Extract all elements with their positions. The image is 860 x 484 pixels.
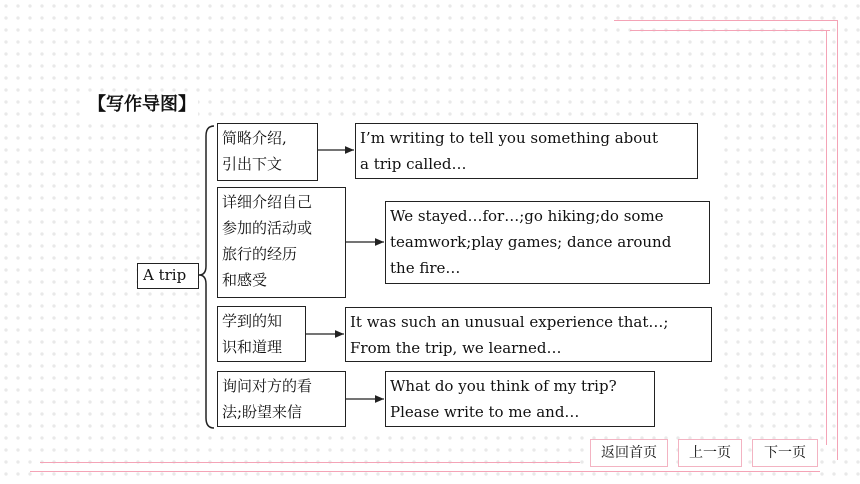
detail-box-4	[385, 371, 655, 427]
next-page-button[interactable]: 下一页	[752, 439, 818, 467]
root-label: A trip	[143, 266, 187, 284]
detail-4-line-2: Please write to me and…	[390, 403, 580, 421]
topic-2-line-2: 参加的活动或	[222, 219, 313, 237]
detail-2-line-1: We stayed…for…;go hiking;do some	[390, 207, 664, 225]
detail-box-1	[355, 123, 698, 179]
detail-2-line-2: teamwork;play games; dance around	[390, 233, 672, 251]
topic-4-line-2: 法;盼望来信	[222, 403, 303, 421]
brace-icon	[199, 126, 214, 428]
topic-1-line-1: 简略介绍,	[222, 129, 287, 147]
topic-box-1	[217, 123, 318, 181]
detail-box-2	[385, 201, 710, 284]
detail-3-line-2: From the trip, we learned…	[350, 339, 562, 357]
topic-2-line-4: 和感受	[222, 271, 268, 289]
topic-2-line-1: 详细介绍自己	[222, 193, 313, 211]
detail-4-line-1: What do you think of my trip?	[390, 377, 617, 395]
detail-1-line-1: I’m writing to tell you something about	[360, 129, 658, 147]
topic-4-line-1: 询问对方的看	[222, 377, 313, 395]
root-node	[137, 263, 199, 289]
topic-box-2	[217, 187, 346, 298]
home-button[interactable]: 返回首页	[590, 439, 668, 467]
detail-2-line-3: the fire…	[390, 259, 461, 277]
section-title: 【写作导图】	[86, 92, 198, 118]
topic-3-line-1: 学到的知	[222, 312, 283, 330]
topic-box-3	[217, 306, 306, 362]
topic-1-line-2: 引出下文	[222, 155, 283, 173]
topic-3-line-2: 识和道理	[222, 338, 283, 356]
topic-box-4	[217, 371, 346, 427]
prev-page-button[interactable]: 上一页	[678, 439, 742, 467]
detail-3-line-1: It was such an unusual experience that…;	[350, 313, 669, 331]
topic-2-line-3: 旅行的经历	[222, 245, 298, 263]
detail-box-3	[345, 307, 712, 362]
detail-1-line-2: a trip called…	[360, 155, 467, 173]
